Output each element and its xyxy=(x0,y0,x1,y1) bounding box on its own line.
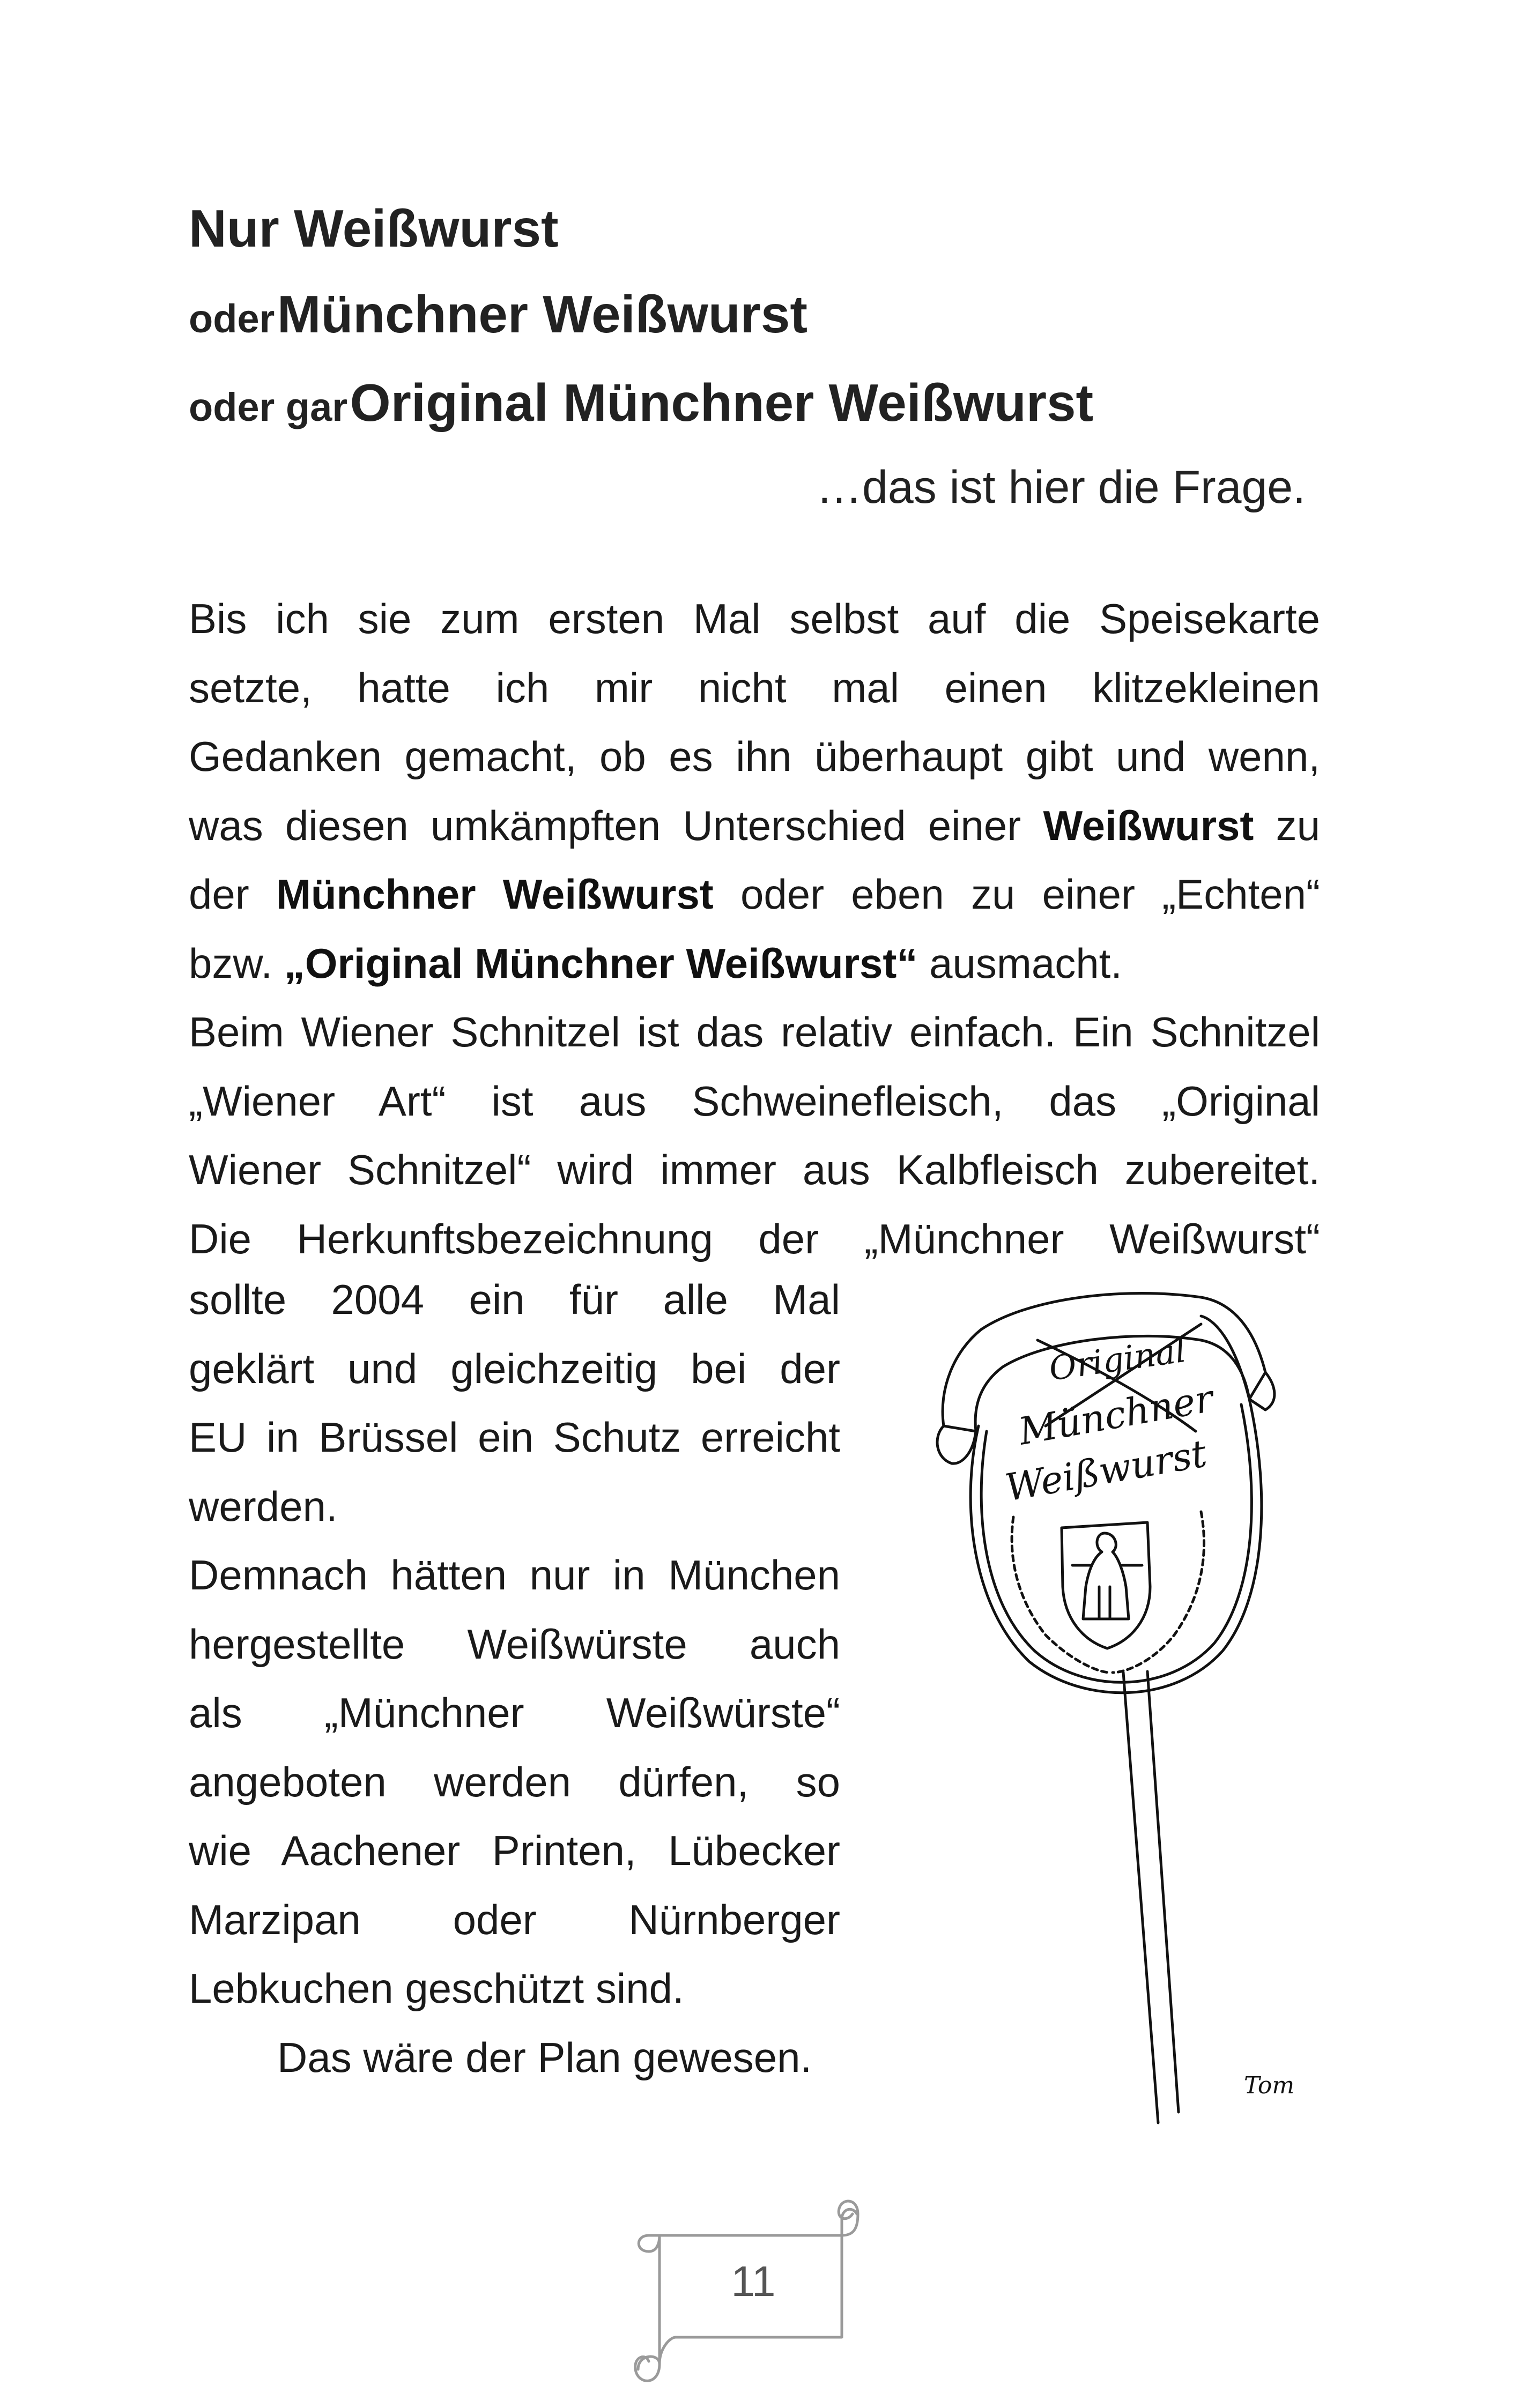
text-fragment: ausmacht. xyxy=(929,939,1122,987)
sign-text-muenchner: Münchner xyxy=(1015,1376,1217,1454)
heading-line-3-main: Original Münchner Weißwurst xyxy=(350,373,1094,432)
text-line: Die Herkunftsbezeichnung der „Münchner Weißwurst“ xyxy=(189,1215,1320,1262)
text-line: Beim Wiener Schnitzel ist das relativ einfach. Ein Schnitzel xyxy=(189,1008,1320,1056)
monk-figure-icon xyxy=(1083,1533,1129,1619)
text-line xyxy=(189,791,1320,860)
text-line: hergestellte Weißwürste auch xyxy=(189,1620,840,1668)
text-line: Demnach hätten nur in München xyxy=(189,1551,840,1599)
page-number: 11 xyxy=(731,2257,776,2305)
sign-text-original: Original xyxy=(1046,1330,1189,1388)
bold-term: Weißwurst xyxy=(1043,801,1254,849)
coat-of-arms-shield xyxy=(1062,1522,1150,1648)
artist-signature: Tom xyxy=(1244,2072,1295,2099)
text-fragment: was diesen umkämpften Unterschied einer xyxy=(189,801,1021,849)
text-line xyxy=(189,860,1320,929)
text-line: Wiener Schnitzel“ wird immer aus Kalbfleisch zubereitet. xyxy=(189,1146,1320,1193)
text-line: Lebkuchen geschützt sind. xyxy=(189,1965,684,2012)
bold-term: „Original Münchner Weißwurst“ xyxy=(284,939,918,987)
text-line: Gedanken gemacht, ob es ihn überhaupt gibt und wenn, xyxy=(189,733,1320,780)
text-line: sollte 2004 ein für alle Mal xyxy=(189,1276,840,1323)
weisswurst-sign-illustration xyxy=(922,1265,1330,2144)
text-line: Bis ich sie zum ersten Mal selbst auf die Speisekarte xyxy=(189,595,1320,642)
heading-line-2 xyxy=(189,284,807,345)
text-fragment: der xyxy=(189,871,249,918)
heading-line-1: Nur Weißwurst xyxy=(189,199,559,258)
text-line: geklärt und gleichzeitig bei der xyxy=(189,1344,840,1392)
heading-line-3 xyxy=(189,373,1093,433)
text-line: werden. xyxy=(189,1482,338,1530)
heading-line-2-lead: oder xyxy=(189,296,275,341)
text-fragment: zu xyxy=(1276,801,1321,849)
sign-text-weisswurst: Weißwurst xyxy=(1002,1431,1210,1510)
paragraph-1 xyxy=(189,584,1320,1273)
heading-line-2-main: Münchner Weißwurst xyxy=(277,285,807,344)
text-line: setzte, hatte ich mir nicht mal einen klitzekleinen xyxy=(189,664,1320,711)
text-fragment: oder eben zu einer „Echten“ xyxy=(740,871,1320,918)
text-line: Marzipan oder Nürnberger xyxy=(189,1896,840,1943)
text-line: Das wäre der Plan gewesen. xyxy=(277,2033,812,2081)
heading-line-3-lead: oder gar xyxy=(189,385,348,429)
text-line xyxy=(189,929,1320,998)
heading-subline: …das ist hier die Frage. xyxy=(816,462,1306,513)
page-number-scroll xyxy=(627,2176,879,2391)
text-line: als „Münchner Weißwürste“ xyxy=(189,1689,840,1736)
text-column xyxy=(189,1265,840,2092)
bold-term: Münchner Weißwurst xyxy=(276,871,714,918)
text-line: EU in Brüssel ein Schutz erreicht xyxy=(189,1414,840,1461)
text-line: angeboten werden dürfen, so xyxy=(189,1758,840,1805)
text-fragment: bzw. xyxy=(189,939,273,987)
text-line: „Wiener Art“ ist aus Schweinefleisch, das „Original xyxy=(189,1077,1320,1125)
text-line: wie Aachener Printen, Lübecker xyxy=(189,1827,840,1874)
